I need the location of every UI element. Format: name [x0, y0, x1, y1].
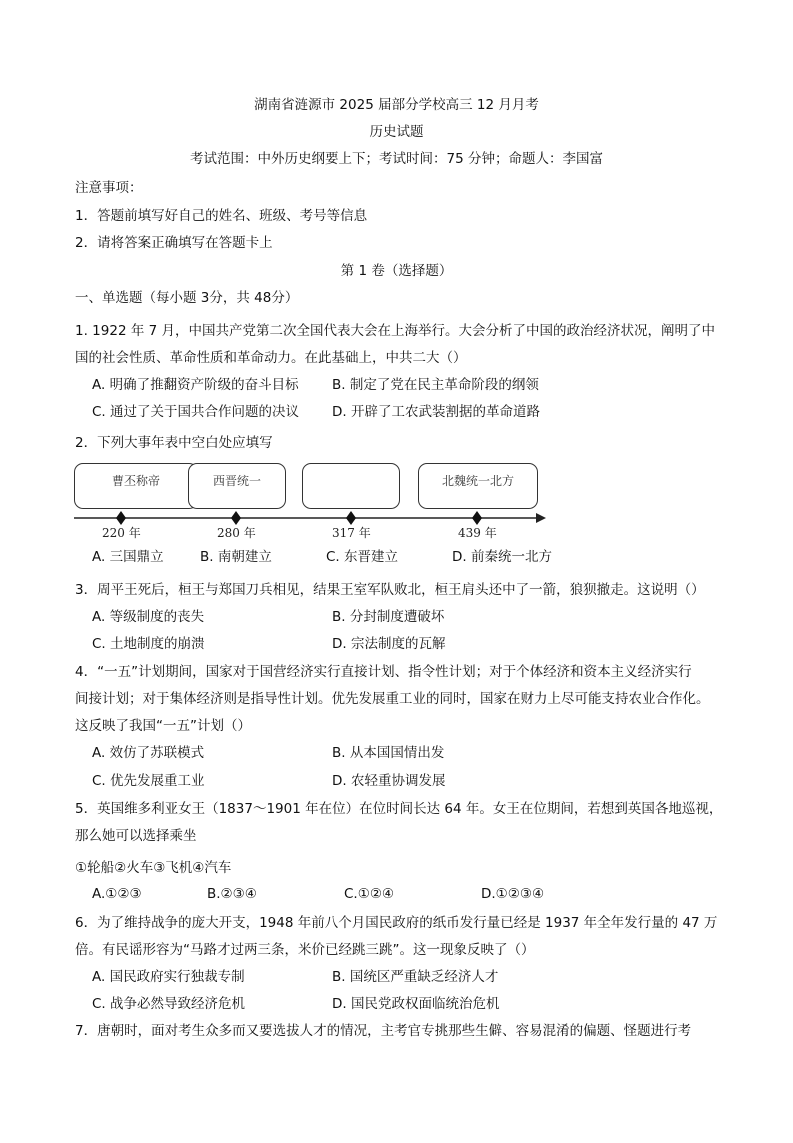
timeline-year: 220 年: [102, 526, 141, 540]
timeline-year: 439 年: [458, 526, 497, 540]
question-5-line-2: 那么她可以选择乘坐: [75, 828, 197, 844]
question-1-line-1: 1. 1922 年 7 月，中国共产党第二次全国代表大会在上海举行。大会分析了中国的政治经济状况，阐明了中: [75, 323, 715, 339]
q6-option-a: A. 国民政府实行独裁专制: [92, 969, 245, 985]
q5-option-d: D.①②③④: [481, 886, 545, 902]
timeline-box-2: 西晋统一: [188, 463, 286, 509]
question-7-line-1: 7．唐朝时，面对考生众多而又要选拔人才的情况，主考官专挑那些生僻、容易混淆的偏题、怪题进行考: [75, 1023, 692, 1039]
note-item: 2．请将答案正确填写在答题卡上: [75, 235, 273, 251]
q6-option-b: B. 国统区严重缺乏经济人才: [332, 969, 499, 985]
q1-option-a: A. 明确了推翻资产阶级的奋斗目标: [92, 377, 299, 393]
q5-option-c: C.①②④: [344, 886, 395, 902]
note-item: 1．答题前填写好自己的姓名、班级、考号等信息: [75, 208, 368, 224]
q4-option-c: C. 优先发展重工业: [92, 773, 205, 789]
q5-option-b: B.②③④: [207, 886, 257, 902]
q2-option-d: D. 前秦统一北方: [452, 549, 552, 565]
question-1-line-2: 国的社会性质、革命性质和革命动力。在此基础上，中共二大（）: [75, 350, 467, 366]
q1-option-b: B. 制定了党在民主革命阶段的纲领: [332, 377, 539, 393]
notes-heading: 注意事项：: [75, 180, 143, 196]
timeline-year: 317 年: [332, 526, 371, 540]
q5-option-a: A.①②③: [92, 886, 142, 902]
q6-option-d: D. 国民党政权面临统治危机: [332, 996, 500, 1012]
question-4-line-3: 这反映了我国“一五”计划（）: [75, 718, 251, 734]
exam-title: 湖南省涟源市 2025 届部分学校高三 12 月月考: [254, 97, 539, 113]
timeline-axis: [0, 0, 793, 560]
exam-info: 考试范围：中外历史纲要上下；考试时间：75 分钟；命题人：李国富: [190, 151, 603, 167]
question-4-line-1: 4．“一五”计划期间，国家对于国营经济实行直接计划、指令性计划；对于个体经济和资本主义经济实行: [75, 664, 692, 680]
question-5-line-1: 5．英国维多利亚女王（1837～1901 年在位）在位时间长达 64 年。女王在位期间，若想到英国各地巡视，: [75, 801, 723, 817]
timeline-box-4: 北魏统一北方: [418, 463, 538, 509]
q1-option-c: C. 通过了关于国共合作问题的决议: [92, 404, 300, 420]
question-5-choices: ①轮船②火车③飞机④汽车: [75, 860, 232, 876]
q1-option-d: D. 开辟了工农武装割据的革命道路: [332, 404, 540, 420]
q3-option-d: D. 宗法制度的瓦解: [332, 636, 446, 652]
timeline-marker: [346, 511, 356, 525]
q4-option-d: D. 农轻重协调发展: [332, 773, 446, 789]
q3-option-c: C. 土地制度的崩溃: [92, 636, 205, 652]
timeline-marker: [116, 511, 126, 525]
q3-option-b: B. 分封制度遭破坏: [332, 609, 445, 625]
question-3-line-1: 3．周平王死后，桓王与郑国刀兵相见，结果王室军队败北，桓王肩头还中了一箭，狼狈撤走。这说明（）: [75, 582, 705, 598]
q3-option-a: A. 等级制度的丧失: [92, 609, 205, 625]
subject-title: 历史试题: [369, 124, 424, 140]
section-title: 一、单选题（每小题 3分，共 48分）: [75, 290, 299, 306]
question-6-line-1: 6．为了维持战争的庞大开支，1948 年前八个月国民政府的纸币发行量已经是 1937 年全年发行量的 47 万: [75, 915, 718, 931]
question-6-line-2: 倍。有民谣形容为“马路才过两三条，米价已经跳三跳”。这一现象反映了（）: [75, 942, 535, 958]
q2-option-c: C. 东晋建立: [326, 549, 399, 565]
q4-option-b: B. 从本国国情出发: [332, 745, 445, 761]
volume-title: 第 1 卷（选择题）: [340, 263, 453, 279]
q6-option-c: C. 战争必然导致经济危机: [92, 996, 246, 1012]
timeline-marker: [472, 511, 482, 525]
q2-option-a: A. 三国鼎立: [92, 549, 164, 565]
q4-option-a: A. 效仿了苏联模式: [92, 745, 205, 761]
timeline-marker: [231, 511, 241, 525]
question-2-line-1: 2．下列大事年表中空白处应填写: [75, 435, 273, 451]
timeline-box-1: 曹丕称帝: [74, 463, 198, 509]
q2-option-b: B. 南朝建立: [200, 549, 272, 565]
timeline-arrow-icon: [536, 513, 546, 523]
question-4-line-2: 间接计划；对于集体经济则是指导性计划。优先发展重工业的同时，国家在财力上尽可能支持农业合作化。: [75, 691, 710, 707]
timeline-year: 280 年: [217, 526, 256, 540]
